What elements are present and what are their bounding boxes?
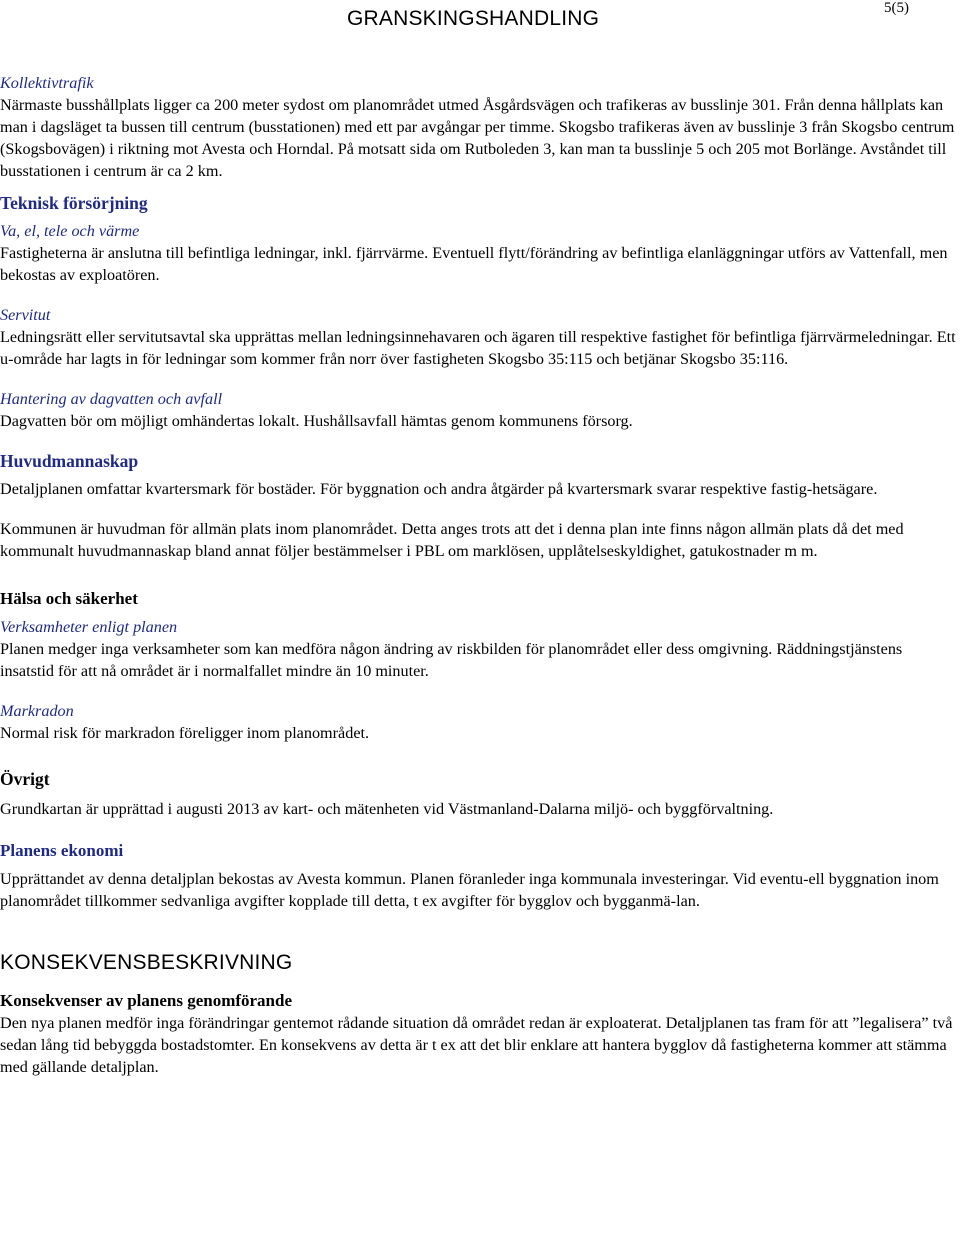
planens-ekonomi-text: Upprättandet av denna detaljplan bekostas av Avesta kommun. Planen föranleder inga kommunala investeringar. Vid eventu-ell byggnation inom planområdet tillkommer sedvanliga avgifter kopplade till detta, t ex avgifter för bygglov och bygganmä-lan. — [0, 870, 939, 910]
document-header-title: GRANSKINGSHANDLING — [347, 7, 600, 30]
konsekvenser-text: Den nya planen medför inga förändringar gentemot rådande situation då området redan är exploaterat. Detaljplanen tas fram för att ”legalisera” två sedan lång tid bebyggda bostadstomter. En konsekvens av detta är t ex att det blir enklare att hantera bygglov då fastigheterna kommer att stämma med gällande detaljplan. — [0, 1014, 953, 1076]
page-number: 5(5) — [884, 0, 909, 16]
ovrigt-heading: Övrigt — [0, 769, 50, 789]
verksamheter-text: Planen medger inga verksamheter som kan medföra någon ändring av riskbilden för planområdet eller dess omgivning. Räddningstjänstens insatstid för att nå området är i normalfallet mindre än 10 minuter. — [0, 640, 903, 680]
kollektivtrafik-heading: Kollektivtrafik — [0, 74, 94, 92]
huvudmannaskap-text-2: Kommunen är huvudman för allmän plats inom planområdet. Detta anges trots att det i denna plan inte finns någon allmän plats då det med kommunalt huvudmannaskap bland annat följer bestämmelser i PBL om marklösen, upplåtelseskyldighet, gatukostnader m m. — [0, 520, 904, 560]
servitut-heading: Servitut — [0, 306, 51, 324]
markradon-text: Normal risk för markradon föreligger inom planområdet. — [0, 724, 370, 742]
dagvatten-text: Dagvatten bör om möjligt omhändertas lokalt. Hushållsavfall hämtas genom kommunens försorg. — [0, 412, 633, 430]
konsekvensbeskrivning-title: KONSEKVENSBESKRIVNING — [0, 951, 293, 974]
servitut-text: Ledningsrätt eller servitutsavtal ska upprättas mellan ledningsinnehavaren och ägaren till respektive fastighet för befintliga fjärrvärmeledningar. Ett u-område har lagts in för ledningar som kommer från norr över fastigheten Skogsbo 35:115 och betjänar Skogsbo 35:116. — [0, 328, 956, 368]
dagvatten-heading: Hantering av dagvatten och avfall — [0, 390, 223, 408]
konsekvenser-heading: Konsekvenser av planens genomförande — [0, 991, 293, 1010]
va-el-tele-text: Fastigheterna är anslutna till befintliga ledningar, inkl. fjärrvärme. Eventuell flytt/förändring av befintliga elanläggningar utförs av Vattenfall, men bekostas av exploatören. — [0, 244, 948, 284]
planens-ekonomi-heading: Planens ekonomi — [0, 841, 124, 860]
huvudmannaskap-heading: Huvudmannaskap — [0, 451, 139, 471]
document-body — [0, 72, 958, 1078]
halsa-sakerhet-heading: Hälsa och säkerhet — [0, 589, 138, 608]
teknisk-forsorjning-heading: Teknisk försörjning — [0, 193, 148, 213]
va-el-tele-heading: Va, el, tele och värme — [0, 222, 140, 240]
verksamheter-heading: Verksamheter enligt planen — [0, 618, 178, 636]
huvudmannaskap-text-1: Detaljplanen omfattar kvartersmark för bostäder. För byggnation och andra åtgärder på kvartersmark svarar respektive fastig-hetsägare. — [0, 480, 878, 498]
ovrigt-text: Grundkartan är upprättad i augusti 2013 av kart- och mätenheten vid Västmanland-Dalarna miljö- och byggförvaltning. — [0, 800, 774, 818]
kollektivtrafik-text: Närmaste busshållplats ligger ca 200 meter sydost om planområdet utmed Åsgårdsvägen och trafikeras av busslinje 301. Från denna hållplats kan man i dagsläget ta bussen till centrum (busstationen) med ett par avgångar per timme. Skogsbo trafikeras även av busslinje 3 från Skogsbo centrum (Skogsbovägen) i riktning mot Avesta och Horndal. På motsatt sida om Rutboleden 3, kan man ta busslinje 5 och 205 mot Borlänge. Avståndet till busstationen i centrum är ca 2 km. — [0, 96, 955, 180]
markradon-heading: Markradon — [0, 702, 74, 720]
